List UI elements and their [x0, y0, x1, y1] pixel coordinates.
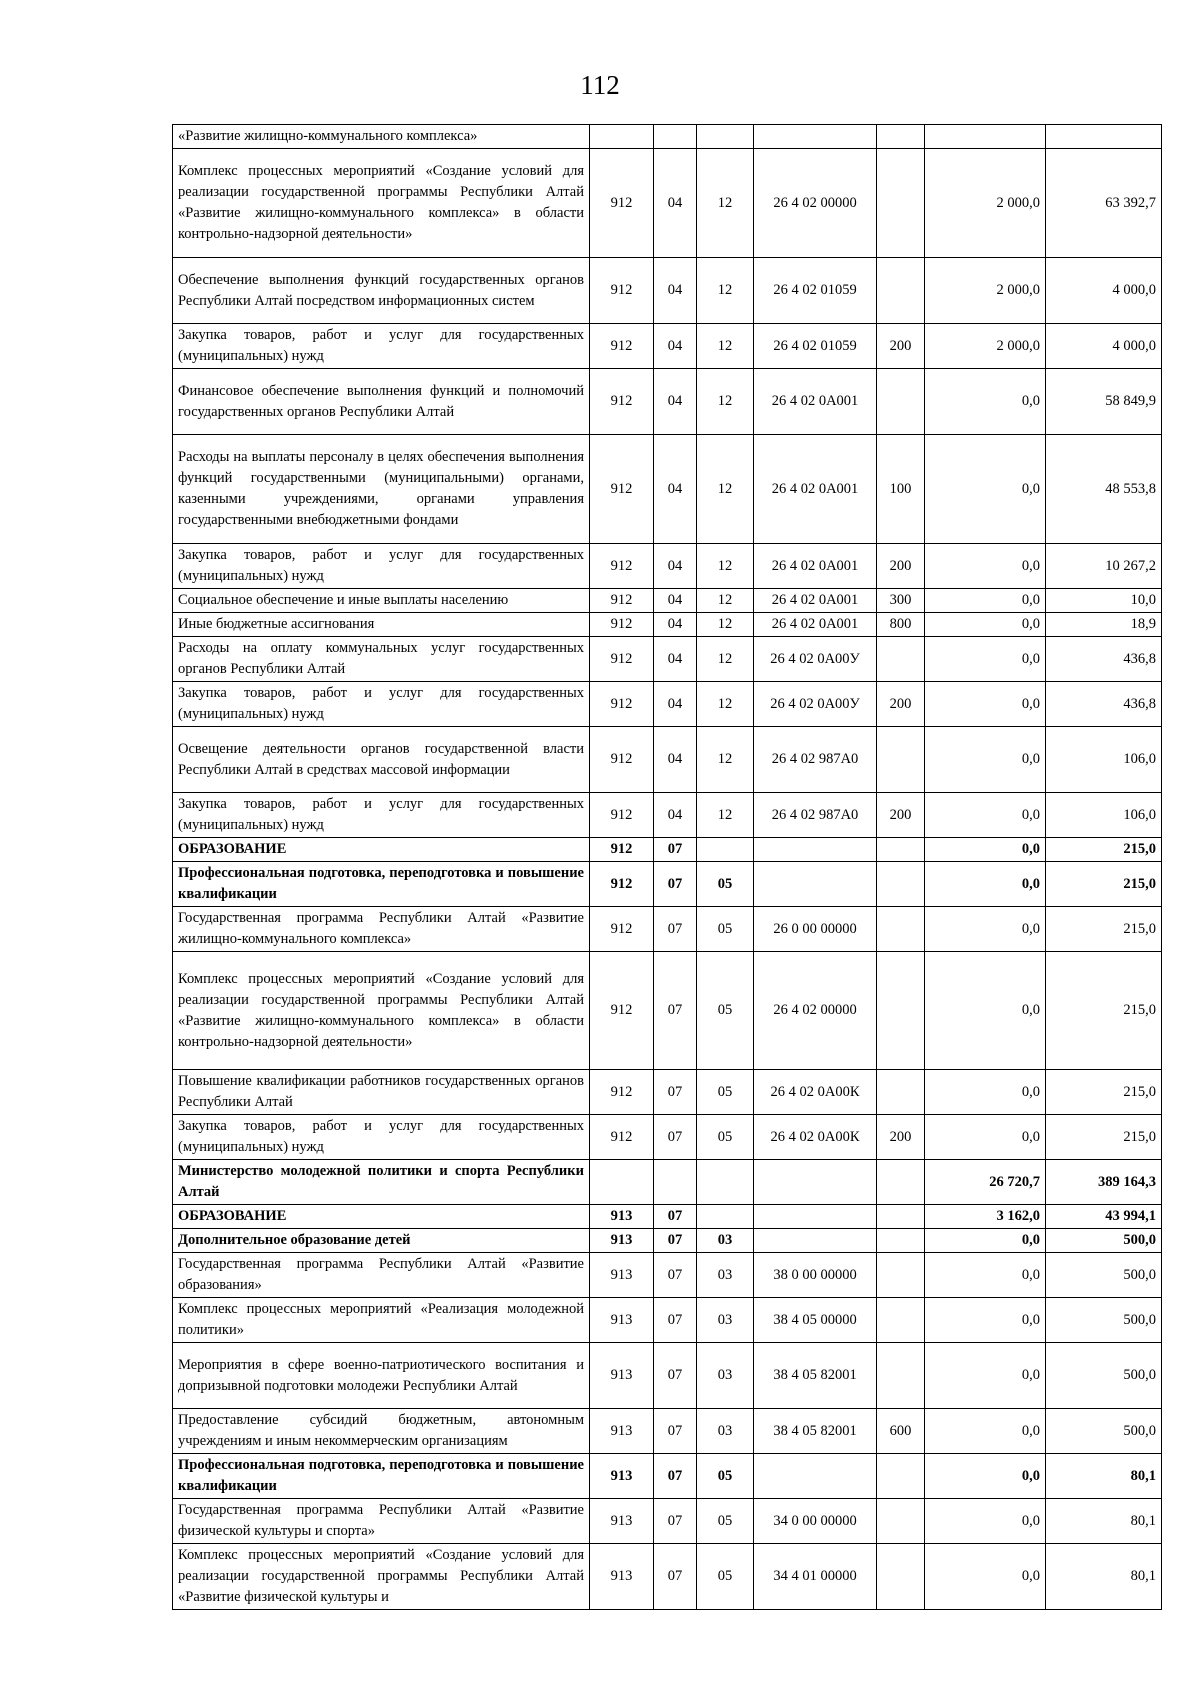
- cell-ministry-code: 912: [590, 952, 654, 1070]
- cell-name: Комплекс процессных мероприятий «Создание условий для реализации государственной программы Республики Алтай «Развитие физической культуры и: [173, 1544, 590, 1610]
- cell-section-code: 07: [654, 838, 697, 862]
- cell-amount-2: 215,0: [1046, 1115, 1162, 1160]
- cell-section-code: 07: [654, 1499, 697, 1544]
- cell-amount-2: 63 392,7: [1046, 149, 1162, 258]
- cell-expense-type: [877, 1229, 925, 1253]
- cell-amount-1: 0,0: [925, 862, 1046, 907]
- cell-amount-2: 436,8: [1046, 637, 1162, 682]
- table-row: [173, 1160, 1162, 1205]
- cell-ministry-code: 912: [590, 1115, 654, 1160]
- cell-section-code: [654, 1160, 697, 1205]
- table-row: [173, 369, 1162, 435]
- cell-name: ОБРАЗОВАНИЕ: [173, 838, 590, 862]
- cell-amount-1: 0,0: [925, 1298, 1046, 1343]
- cell-amount-2: 10,0: [1046, 589, 1162, 613]
- cell-amount-1: [925, 125, 1046, 149]
- cell-amount-1: 3 162,0: [925, 1205, 1046, 1229]
- cell-expense-type: 200: [877, 324, 925, 369]
- cell-name: Закупка товаров, работ и услуг для государственных (муниципальных) нужд: [173, 793, 590, 838]
- cell-expense-type: [877, 838, 925, 862]
- cell-section-code: 04: [654, 727, 697, 793]
- cell-expense-type: [877, 1298, 925, 1343]
- cell-ministry-code: 913: [590, 1343, 654, 1409]
- cell-amount-2: 500,0: [1046, 1409, 1162, 1454]
- cell-amount-1: 0,0: [925, 952, 1046, 1070]
- cell-expense-type: [877, 1499, 925, 1544]
- cell-ministry-code: 912: [590, 682, 654, 727]
- cell-section-code: 07: [654, 1229, 697, 1253]
- cell-amount-1: 0,0: [925, 613, 1046, 637]
- cell-target-article: 34 4 01 00000: [754, 1544, 877, 1610]
- cell-amount-2: 215,0: [1046, 907, 1162, 952]
- cell-target-article: [754, 862, 877, 907]
- cell-target-article: 38 4 05 82001: [754, 1343, 877, 1409]
- cell-target-article: 26 4 02 0А001: [754, 435, 877, 544]
- cell-name: Министерство молодежной политики и спорта Республики Алтай: [173, 1160, 590, 1205]
- cell-ministry-code: 912: [590, 435, 654, 544]
- cell-subsection-code: 12: [697, 682, 754, 727]
- cell-amount-1: 0,0: [925, 682, 1046, 727]
- cell-amount-2: 48 553,8: [1046, 435, 1162, 544]
- cell-ministry-code: 913: [590, 1544, 654, 1610]
- cell-target-article: [754, 1229, 877, 1253]
- cell-ministry-code: 913: [590, 1454, 654, 1499]
- cell-expense-type: 200: [877, 1115, 925, 1160]
- cell-expense-type: [877, 149, 925, 258]
- cell-amount-1: 0,0: [925, 1070, 1046, 1115]
- cell-section-code: 04: [654, 544, 697, 589]
- cell-amount-1: 0,0: [925, 1343, 1046, 1409]
- cell-target-article: 26 4 02 0А00У: [754, 682, 877, 727]
- cell-section-code: 04: [654, 258, 697, 324]
- table-row: [173, 1253, 1162, 1298]
- cell-subsection-code: [697, 125, 754, 149]
- cell-amount-2: 215,0: [1046, 1070, 1162, 1115]
- cell-subsection-code: 05: [697, 862, 754, 907]
- cell-subsection-code: 12: [697, 324, 754, 369]
- cell-amount-2: 500,0: [1046, 1253, 1162, 1298]
- cell-expense-type: [877, 637, 925, 682]
- budget-table: [172, 124, 1162, 1610]
- cell-name: Профессиональная подготовка, переподготовка и повышение квалификации: [173, 1454, 590, 1499]
- cell-name: Закупка товаров, работ и услуг для государственных (муниципальных) нужд: [173, 1115, 590, 1160]
- cell-amount-2: 500,0: [1046, 1229, 1162, 1253]
- cell-target-article: 26 4 02 00000: [754, 952, 877, 1070]
- cell-subsection-code: 12: [697, 727, 754, 793]
- cell-expense-type: 200: [877, 682, 925, 727]
- cell-name: Государственная программа Республики Алтай «Развитие образования»: [173, 1253, 590, 1298]
- cell-subsection-code: 12: [697, 793, 754, 838]
- cell-target-article: 26 4 02 0А001: [754, 613, 877, 637]
- cell-expense-type: [877, 1253, 925, 1298]
- cell-name: Профессиональная подготовка, переподготовка и повышение квалификации: [173, 862, 590, 907]
- cell-section-code: 04: [654, 637, 697, 682]
- cell-ministry-code: 912: [590, 258, 654, 324]
- cell-subsection-code: 05: [697, 1115, 754, 1160]
- cell-ministry-code: 913: [590, 1229, 654, 1253]
- table-row: [173, 1298, 1162, 1343]
- cell-subsection-code: 05: [697, 907, 754, 952]
- cell-target-article: 26 4 02 0А001: [754, 589, 877, 613]
- cell-amount-1: 0,0: [925, 1409, 1046, 1454]
- cell-section-code: 07: [654, 1298, 697, 1343]
- cell-amount-2: 500,0: [1046, 1343, 1162, 1409]
- cell-ministry-code: 912: [590, 544, 654, 589]
- cell-name: Закупка товаров, работ и услуг для государственных (муниципальных) нужд: [173, 544, 590, 589]
- table-row: [173, 435, 1162, 544]
- cell-subsection-code: 12: [697, 435, 754, 544]
- cell-amount-2: 4 000,0: [1046, 324, 1162, 369]
- cell-name: Дополнительное образование детей: [173, 1229, 590, 1253]
- cell-amount-2: 215,0: [1046, 952, 1162, 1070]
- cell-subsection-code: 12: [697, 149, 754, 258]
- table-row: [173, 1229, 1162, 1253]
- table-row: [173, 1115, 1162, 1160]
- table-row: [173, 637, 1162, 682]
- cell-amount-2: 10 267,2: [1046, 544, 1162, 589]
- cell-section-code: [654, 125, 697, 149]
- cell-amount-1: 0,0: [925, 369, 1046, 435]
- cell-target-article: 26 4 02 01059: [754, 258, 877, 324]
- cell-ministry-code: 912: [590, 324, 654, 369]
- cell-section-code: 07: [654, 1343, 697, 1409]
- cell-ministry-code: 912: [590, 793, 654, 838]
- cell-section-code: 07: [654, 952, 697, 1070]
- cell-target-article: 26 4 02 0А00У: [754, 637, 877, 682]
- cell-ministry-code: 913: [590, 1409, 654, 1454]
- cell-name: Расходы на оплату коммунальных услуг государственных органов Республики Алтай: [173, 637, 590, 682]
- cell-expense-type: [877, 727, 925, 793]
- cell-expense-type: [877, 1070, 925, 1115]
- cell-expense-type: [877, 1160, 925, 1205]
- table-row: [173, 1205, 1162, 1229]
- cell-expense-type: [877, 1343, 925, 1409]
- table-row: [173, 149, 1162, 258]
- cell-section-code: 07: [654, 1115, 697, 1160]
- cell-section-code: 04: [654, 324, 697, 369]
- cell-target-article: 26 4 02 0А00К: [754, 1070, 877, 1115]
- cell-amount-1: 0,0: [925, 435, 1046, 544]
- cell-subsection-code: 12: [697, 589, 754, 613]
- cell-name: Мероприятия в сфере военно-патриотического воспитания и допризывной подготовки молодежи Республики Алтай: [173, 1343, 590, 1409]
- budget-table-body: [173, 125, 1162, 1610]
- cell-amount-2: 80,1: [1046, 1454, 1162, 1499]
- cell-expense-type: 200: [877, 793, 925, 838]
- cell-section-code: 04: [654, 613, 697, 637]
- cell-name: «Развитие жилищно-коммунального комплекса»: [173, 125, 590, 149]
- table-row: [173, 682, 1162, 727]
- cell-subsection-code: 12: [697, 637, 754, 682]
- cell-amount-1: 0,0: [925, 1115, 1046, 1160]
- cell-amount-1: 0,0: [925, 727, 1046, 793]
- cell-section-code: 07: [654, 1205, 697, 1229]
- cell-section-code: 07: [654, 1454, 697, 1499]
- cell-section-code: 07: [654, 1544, 697, 1610]
- table-row: [173, 544, 1162, 589]
- cell-section-code: 07: [654, 907, 697, 952]
- cell-amount-1: 0,0: [925, 637, 1046, 682]
- cell-ministry-code: 913: [590, 1205, 654, 1229]
- cell-subsection-code: 12: [697, 258, 754, 324]
- cell-target-article: 34 0 00 00000: [754, 1499, 877, 1544]
- cell-target-article: 38 0 00 00000: [754, 1253, 877, 1298]
- cell-name: Государственная программа Республики Алтай «Развитие физической культуры и спорта»: [173, 1499, 590, 1544]
- table-row: [173, 1454, 1162, 1499]
- cell-expense-type: [877, 1205, 925, 1229]
- table-row: [173, 952, 1162, 1070]
- cell-ministry-code: 912: [590, 907, 654, 952]
- cell-target-article: [754, 1454, 877, 1499]
- cell-subsection-code: 03: [697, 1298, 754, 1343]
- cell-subsection-code: 05: [697, 1454, 754, 1499]
- cell-expense-type: [877, 952, 925, 1070]
- cell-name: Закупка товаров, работ и услуг для государственных (муниципальных) нужд: [173, 324, 590, 369]
- cell-subsection-code: 05: [697, 1499, 754, 1544]
- cell-amount-1: 2 000,0: [925, 324, 1046, 369]
- cell-expense-type: [877, 125, 925, 149]
- cell-amount-1: 0,0: [925, 1229, 1046, 1253]
- cell-amount-2: [1046, 125, 1162, 149]
- cell-target-article: 26 4 02 0А001: [754, 369, 877, 435]
- cell-expense-type: 300: [877, 589, 925, 613]
- cell-subsection-code: 12: [697, 613, 754, 637]
- cell-section-code: 04: [654, 369, 697, 435]
- cell-amount-1: 0,0: [925, 907, 1046, 952]
- cell-amount-2: 215,0: [1046, 838, 1162, 862]
- cell-amount-1: 0,0: [925, 1253, 1046, 1298]
- cell-amount-2: 436,8: [1046, 682, 1162, 727]
- cell-subsection-code: 05: [697, 1544, 754, 1610]
- cell-target-article: 26 4 02 01059: [754, 324, 877, 369]
- table-row: [173, 1409, 1162, 1454]
- cell-amount-1: 0,0: [925, 1544, 1046, 1610]
- cell-subsection-code: 12: [697, 369, 754, 435]
- cell-amount-2: 500,0: [1046, 1298, 1162, 1343]
- cell-ministry-code: 913: [590, 1499, 654, 1544]
- table-row: [173, 862, 1162, 907]
- cell-subsection-code: 03: [697, 1343, 754, 1409]
- cell-name: Комплекс процессных мероприятий «Создание условий для реализации государственной программы Республики Алтай «Развитие жилищно-коммунального комплекса» в области контрольно-надзорной деятельности»: [173, 149, 590, 258]
- cell-amount-2: 80,1: [1046, 1499, 1162, 1544]
- cell-amount-1: 0,0: [925, 838, 1046, 862]
- cell-amount-2: 215,0: [1046, 862, 1162, 907]
- cell-section-code: 07: [654, 1409, 697, 1454]
- cell-amount-2: 106,0: [1046, 727, 1162, 793]
- cell-expense-type: 600: [877, 1409, 925, 1454]
- cell-amount-1: 0,0: [925, 793, 1046, 838]
- cell-target-article: [754, 838, 877, 862]
- table-row: [173, 838, 1162, 862]
- cell-amount-1: 2 000,0: [925, 149, 1046, 258]
- cell-ministry-code: 912: [590, 369, 654, 435]
- cell-target-article: 26 4 02 0А001: [754, 544, 877, 589]
- cell-ministry-code: 913: [590, 1253, 654, 1298]
- table-row: [173, 1544, 1162, 1610]
- cell-target-article: [754, 1205, 877, 1229]
- cell-name: Комплекс процессных мероприятий «Реализация молодежной политики»: [173, 1298, 590, 1343]
- table-row: [173, 324, 1162, 369]
- cell-name: Финансовое обеспечение выполнения функций и полномочий государственных органов Республики Алтай: [173, 369, 590, 435]
- cell-ministry-code: 913: [590, 1298, 654, 1343]
- cell-section-code: 07: [654, 1253, 697, 1298]
- cell-target-article: 26 4 02 0А00К: [754, 1115, 877, 1160]
- cell-amount-1: 2 000,0: [925, 258, 1046, 324]
- cell-name: Повышение квалификации работников государственных органов Республики Алтай: [173, 1070, 590, 1115]
- cell-amount-1: 0,0: [925, 589, 1046, 613]
- cell-amount-2: 389 164,3: [1046, 1160, 1162, 1205]
- cell-expense-type: [877, 369, 925, 435]
- cell-subsection-code: [697, 1205, 754, 1229]
- cell-ministry-code: 912: [590, 149, 654, 258]
- cell-ministry-code: 912: [590, 838, 654, 862]
- cell-amount-1: 0,0: [925, 1499, 1046, 1544]
- cell-section-code: 04: [654, 682, 697, 727]
- page-number: 112: [580, 70, 620, 100]
- table-row: [173, 1070, 1162, 1115]
- cell-subsection-code: [697, 838, 754, 862]
- cell-name: Закупка товаров, работ и услуг для государственных (муниципальных) нужд: [173, 682, 590, 727]
- table-row: [173, 589, 1162, 613]
- cell-section-code: 07: [654, 862, 697, 907]
- cell-section-code: 04: [654, 149, 697, 258]
- cell-ministry-code: 912: [590, 727, 654, 793]
- table-row: [173, 793, 1162, 838]
- cell-target-article: 38 4 05 82001: [754, 1409, 877, 1454]
- cell-ministry-code: [590, 1160, 654, 1205]
- cell-expense-type: [877, 1454, 925, 1499]
- cell-target-article: [754, 125, 877, 149]
- table-row: [173, 907, 1162, 952]
- cell-target-article: 26 4 02 987А0: [754, 727, 877, 793]
- cell-ministry-code: 912: [590, 862, 654, 907]
- cell-name: Освещение деятельности органов государственной власти Республики Алтай в средствах массовой информации: [173, 727, 590, 793]
- cell-expense-type: [877, 258, 925, 324]
- cell-name: Расходы на выплаты персоналу в целях обеспечения выполнения функций государственными (муниципальными) органами, казенными учреждениями, органами управления государственными внебюджетными фондами: [173, 435, 590, 544]
- table-row: [173, 125, 1162, 149]
- cell-name: Иные бюджетные ассигнования: [173, 613, 590, 637]
- cell-target-article: 26 0 00 00000: [754, 907, 877, 952]
- cell-amount-2: 18,9: [1046, 613, 1162, 637]
- cell-name: Обеспечение выполнения функций государственных органов Республики Алтай посредством информационных систем: [173, 258, 590, 324]
- cell-target-article: 26 4 02 00000: [754, 149, 877, 258]
- cell-subsection-code: 05: [697, 952, 754, 1070]
- cell-amount-2: 106,0: [1046, 793, 1162, 838]
- cell-name: Социальное обеспечение и иные выплаты населению: [173, 589, 590, 613]
- cell-name: ОБРАЗОВАНИЕ: [173, 1205, 590, 1229]
- cell-ministry-code: 912: [590, 637, 654, 682]
- cell-subsection-code: 12: [697, 544, 754, 589]
- cell-section-code: 07: [654, 1070, 697, 1115]
- cell-expense-type: 200: [877, 544, 925, 589]
- table-row: [173, 613, 1162, 637]
- table-row: [173, 727, 1162, 793]
- cell-name: Предоставление субсидий бюджетным, автономным учреждениям и иным некоммерческим организациям: [173, 1409, 590, 1454]
- cell-name: Комплекс процессных мероприятий «Создание условий для реализации государственной программы Республики Алтай «Развитие жилищно-коммунального комплекса» в области контрольно-надзорной деятельности»: [173, 952, 590, 1070]
- cell-expense-type: 800: [877, 613, 925, 637]
- cell-expense-type: [877, 862, 925, 907]
- cell-subsection-code: [697, 1160, 754, 1205]
- cell-expense-type: 100: [877, 435, 925, 544]
- table-row: [173, 1499, 1162, 1544]
- table-row: [173, 1343, 1162, 1409]
- cell-amount-2: 4 000,0: [1046, 258, 1162, 324]
- cell-subsection-code: 03: [697, 1253, 754, 1298]
- cell-expense-type: [877, 1544, 925, 1610]
- cell-amount-1: 0,0: [925, 544, 1046, 589]
- cell-ministry-code: [590, 125, 654, 149]
- cell-section-code: 04: [654, 435, 697, 544]
- cell-amount-2: 43 994,1: [1046, 1205, 1162, 1229]
- cell-amount-2: 58 849,9: [1046, 369, 1162, 435]
- cell-amount-1: 26 720,7: [925, 1160, 1046, 1205]
- cell-target-article: 26 4 02 987А0: [754, 793, 877, 838]
- cell-subsection-code: 05: [697, 1070, 754, 1115]
- cell-subsection-code: 03: [697, 1409, 754, 1454]
- cell-ministry-code: 912: [590, 613, 654, 637]
- cell-amount-1: 0,0: [925, 1454, 1046, 1499]
- cell-subsection-code: 03: [697, 1229, 754, 1253]
- cell-ministry-code: 912: [590, 589, 654, 613]
- cell-section-code: 04: [654, 793, 697, 838]
- table-row: [173, 258, 1162, 324]
- cell-ministry-code: 912: [590, 1070, 654, 1115]
- cell-target-article: [754, 1160, 877, 1205]
- cell-target-article: 38 4 05 00000: [754, 1298, 877, 1343]
- cell-amount-2: 80,1: [1046, 1544, 1162, 1610]
- cell-section-code: 04: [654, 589, 697, 613]
- cell-name: Государственная программа Республики Алтай «Развитие жилищно-коммунального комплекса»: [173, 907, 590, 952]
- cell-expense-type: [877, 907, 925, 952]
